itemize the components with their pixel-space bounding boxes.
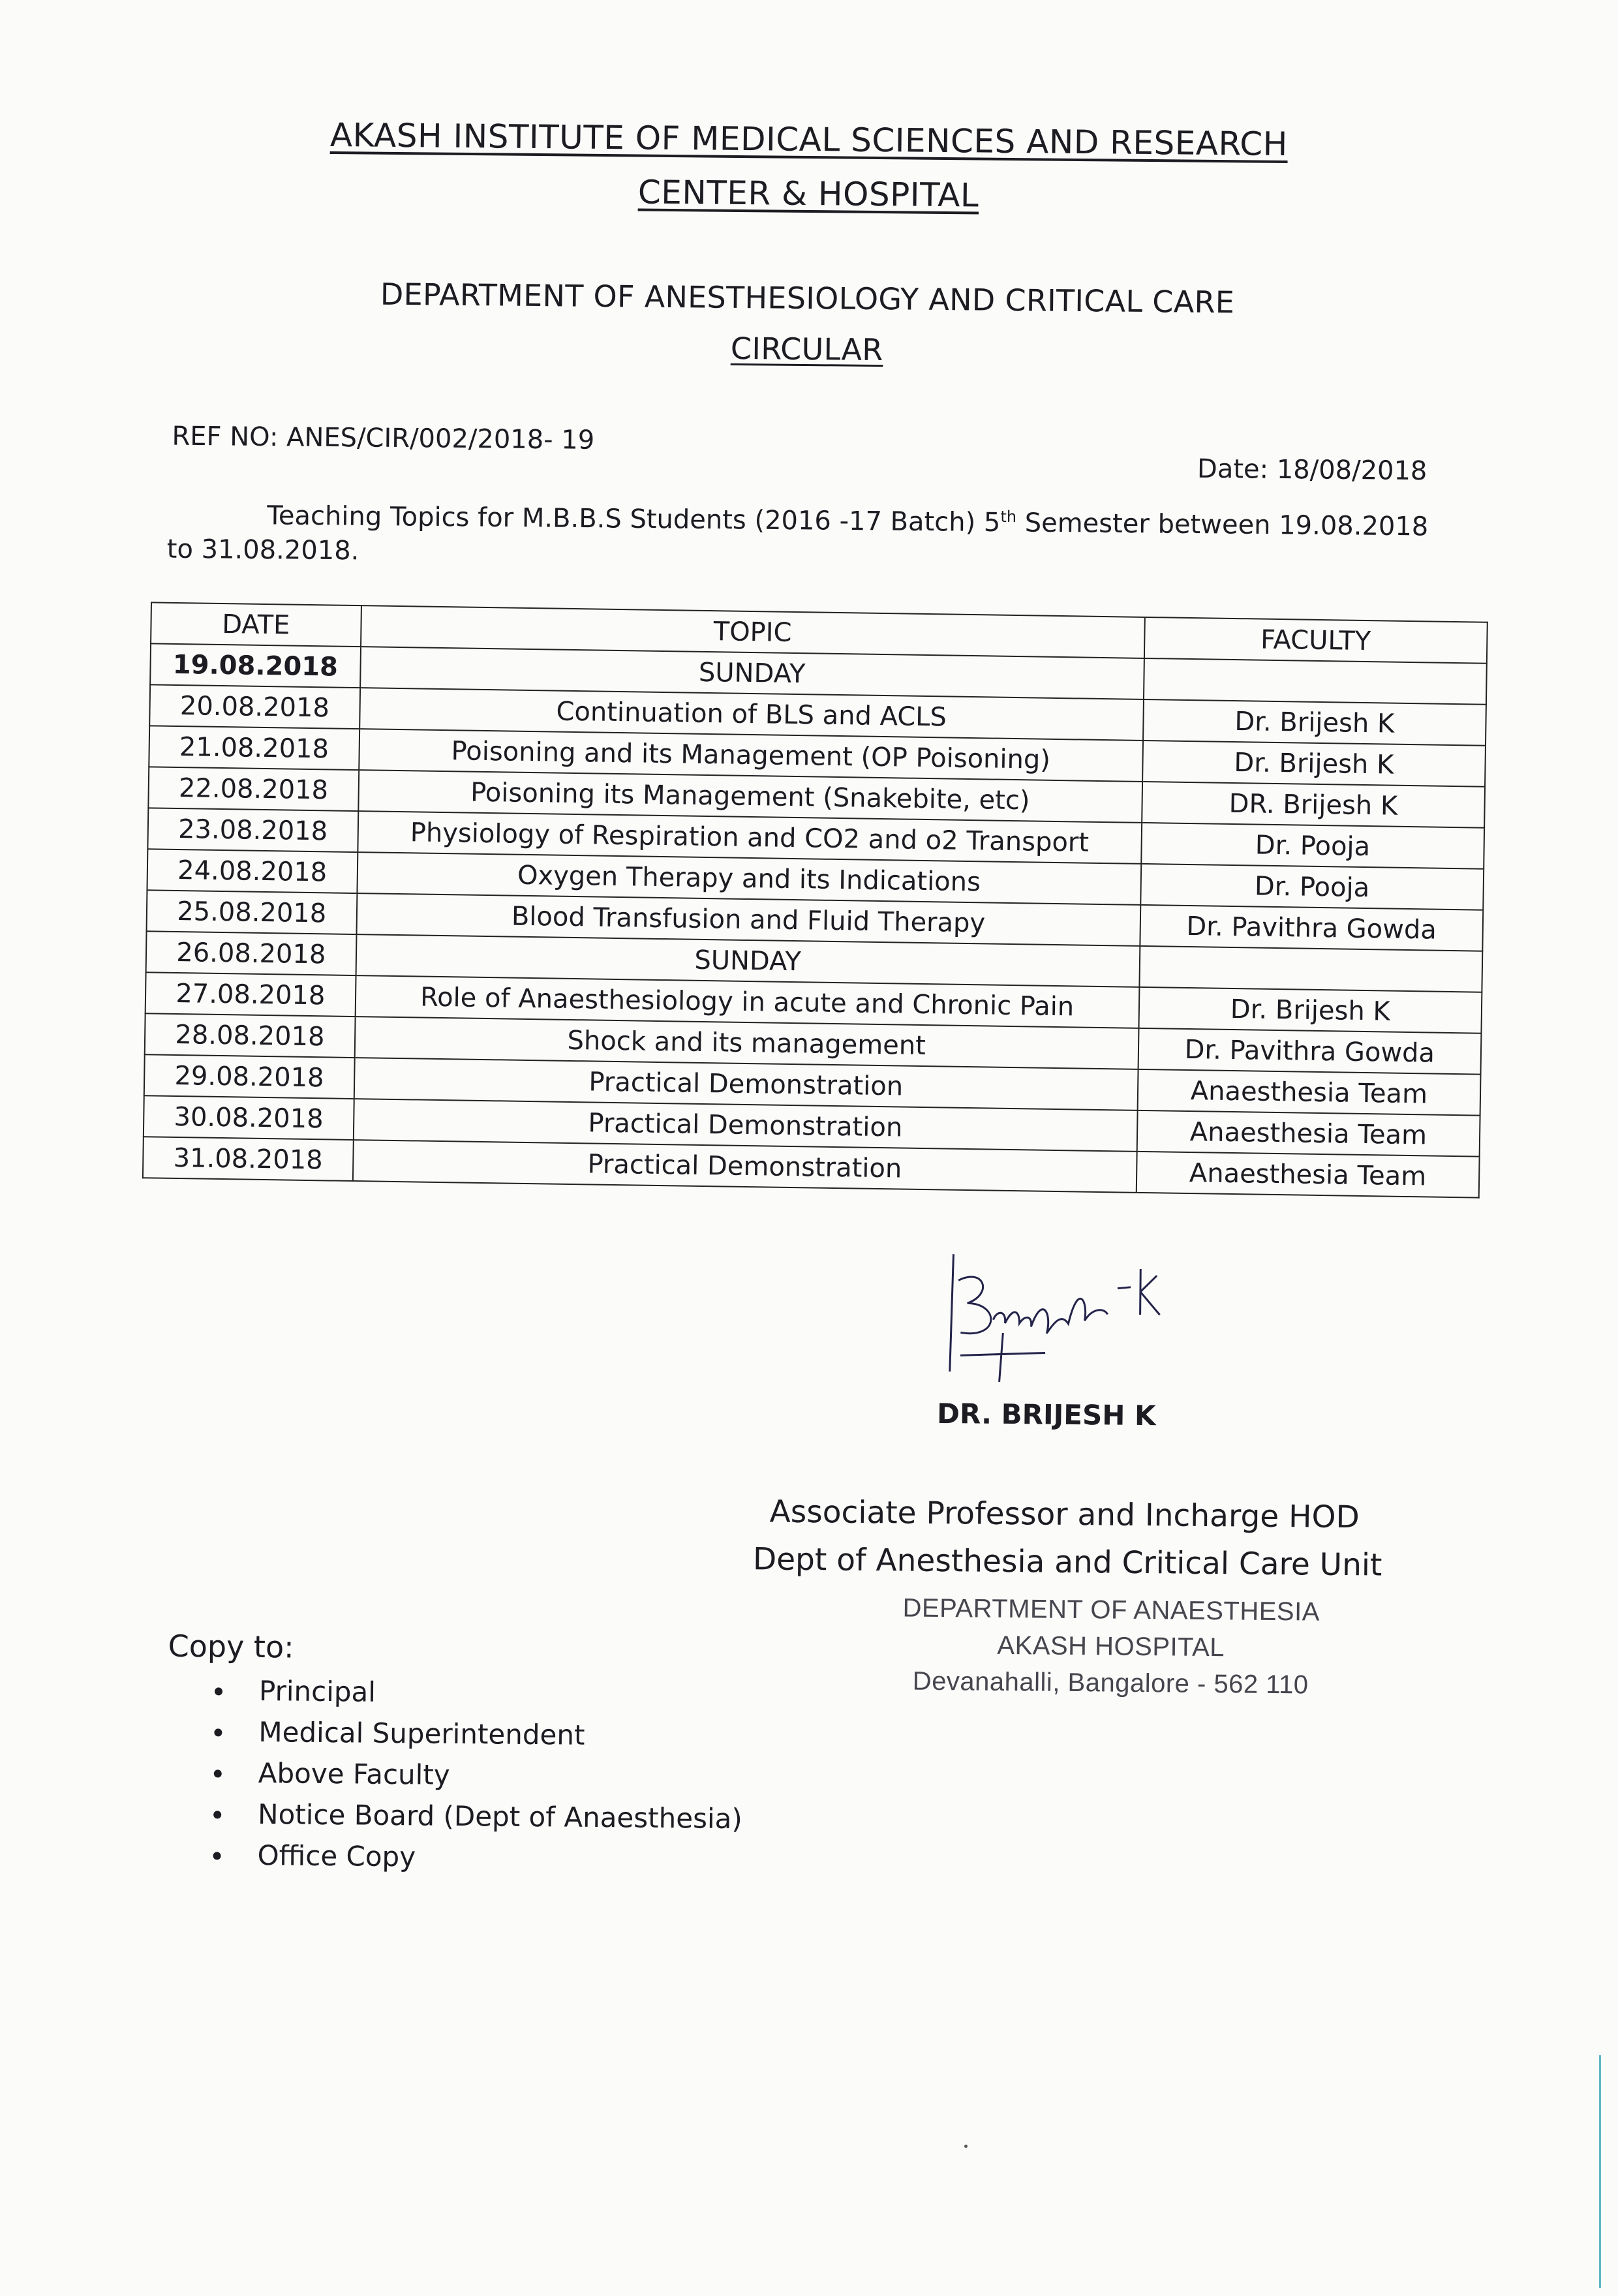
row-topic: Practical Demonstration bbox=[353, 1099, 1137, 1152]
row-date: 20.08.2018 bbox=[149, 684, 360, 729]
row-faculty bbox=[1144, 658, 1487, 705]
row-topic: Shock and its management bbox=[354, 1017, 1138, 1069]
row-faculty: Dr. Pooja bbox=[1140, 864, 1484, 910]
copy-to-item: Medical Superintendent bbox=[206, 1711, 743, 1757]
row-date: 29.08.2018 bbox=[144, 1054, 355, 1099]
teaching-schedule-table bbox=[142, 602, 1488, 1198]
row-date: 30.08.2018 bbox=[144, 1095, 354, 1140]
stamp-line2: AKASH HOSPITAL bbox=[997, 1630, 1225, 1662]
row-date: 28.08.2018 bbox=[145, 1013, 356, 1058]
row-date: 26.08.2018 bbox=[146, 931, 357, 975]
copy-to-item: Office Copy bbox=[205, 1834, 742, 1880]
row-faculty: Anaesthesia Team bbox=[1137, 1069, 1480, 1116]
row-faculty: Anaesthesia Team bbox=[1137, 1110, 1480, 1157]
row-topic: Poisoning its Management (Snakebite, etc) bbox=[358, 770, 1142, 823]
table-body bbox=[143, 643, 1487, 1197]
row-faculty: Dr. Brijesh K bbox=[1142, 741, 1486, 787]
row-topic: Practical Demonstration bbox=[352, 1140, 1137, 1193]
row-date: 25.08.2018 bbox=[147, 890, 358, 934]
row-date: 21.08.2018 bbox=[149, 726, 359, 770]
row-topic: Physiology of Respiration and CO2 and o2 Transport bbox=[358, 811, 1142, 864]
copy-to-list bbox=[205, 1670, 744, 1880]
row-date: 22.08.2018 bbox=[148, 767, 359, 811]
row-faculty: Dr. Brijesh K bbox=[1143, 699, 1486, 746]
row-faculty: Dr. Pavithra Gowda bbox=[1140, 905, 1483, 951]
institution-name-line2: CENTER & HOSPITAL bbox=[637, 173, 979, 215]
copy-to-item: Principal bbox=[207, 1670, 744, 1716]
row-topic: Continuation of BLS and ACLS bbox=[359, 688, 1144, 741]
stamp-line1: DEPARTMENT OF ANAESTHESIA bbox=[902, 1593, 1320, 1627]
circular-date: Date: 18/08/2018 bbox=[1197, 453, 1427, 487]
header-faculty: FACULTY bbox=[1144, 617, 1488, 664]
stamp-line3: Devanahalli, Bangalore - 562 110 bbox=[912, 1666, 1309, 1700]
intro-prefix: Teaching Topics for M.B.B.S Students (2016 -17 Batch) 5 bbox=[267, 500, 1001, 538]
department-stamp bbox=[833, 1589, 1389, 1704]
signatory-name: DR. BRIJESH K bbox=[936, 1397, 1156, 1432]
header-topic: TOPIC bbox=[361, 605, 1145, 658]
row-date: 23.08.2018 bbox=[147, 808, 358, 852]
copy-to-heading: Copy to: bbox=[168, 1628, 294, 1665]
row-topic: Role of Anaesthesiology in acute and Chronic Pain bbox=[355, 975, 1139, 1028]
row-date: 27.08.2018 bbox=[145, 972, 356, 1017]
row-date: 24.08.2018 bbox=[147, 849, 358, 893]
intro-text-line2: to 31.08.2018. bbox=[166, 534, 359, 566]
row-topic: SUNDAY bbox=[360, 647, 1144, 699]
row-topic: SUNDAY bbox=[356, 934, 1140, 987]
row-faculty bbox=[1139, 946, 1482, 992]
reference-number: REF NO: ANES/CIR/002/2018- 19 bbox=[172, 421, 595, 455]
intro-suffix: Semester between 19.08.2018 bbox=[1016, 508, 1429, 542]
handwritten-signature bbox=[921, 1241, 1183, 1394]
row-date: 31.08.2018 bbox=[143, 1137, 354, 1181]
row-faculty: Dr. Brijesh K bbox=[1138, 987, 1482, 1033]
document-type-heading: CIRCULAR bbox=[730, 330, 883, 368]
copy-to-item: Notice Board (Dept of Anaesthesia) bbox=[206, 1793, 742, 1839]
row-topic: Practical Demonstration bbox=[354, 1058, 1138, 1110]
intro-superscript: th bbox=[1000, 507, 1017, 527]
signatory-designation-line2: Dept of Anesthesia and Critical Care Unit bbox=[752, 1541, 1382, 1584]
row-topic: Poisoning and its Management (OP Poisoning) bbox=[359, 729, 1143, 782]
intro-text bbox=[267, 500, 1428, 542]
copy-to-item: Above Faculty bbox=[206, 1752, 742, 1798]
row-topic: Oxygen Therapy and its Indications bbox=[357, 852, 1141, 905]
row-faculty: Anaesthesia Team bbox=[1136, 1152, 1479, 1198]
header-date: DATE bbox=[151, 602, 361, 647]
row-topic: Blood Transfusion and Fluid Therapy bbox=[356, 893, 1140, 946]
row-faculty: DR. Brijesh K bbox=[1142, 782, 1485, 828]
row-faculty: Dr. Pooja bbox=[1141, 823, 1484, 869]
scan-speck bbox=[964, 2145, 968, 2148]
scan-edge-line bbox=[1599, 2055, 1601, 2288]
department-heading: DEPARTMENT OF ANESTHESIOLOGY AND CRITICAL CARE bbox=[380, 276, 1235, 320]
signatory-designation-line1: Associate Professor and Incharge HOD bbox=[769, 1493, 1360, 1536]
institution-name-line1: AKASH INSTITUTE OF MEDICAL SCIENCES AND RESEARCH bbox=[329, 115, 1289, 164]
row-faculty: Dr. Pavithra Gowda bbox=[1138, 1028, 1481, 1075]
row-date: 19.08.2018 bbox=[150, 643, 361, 688]
